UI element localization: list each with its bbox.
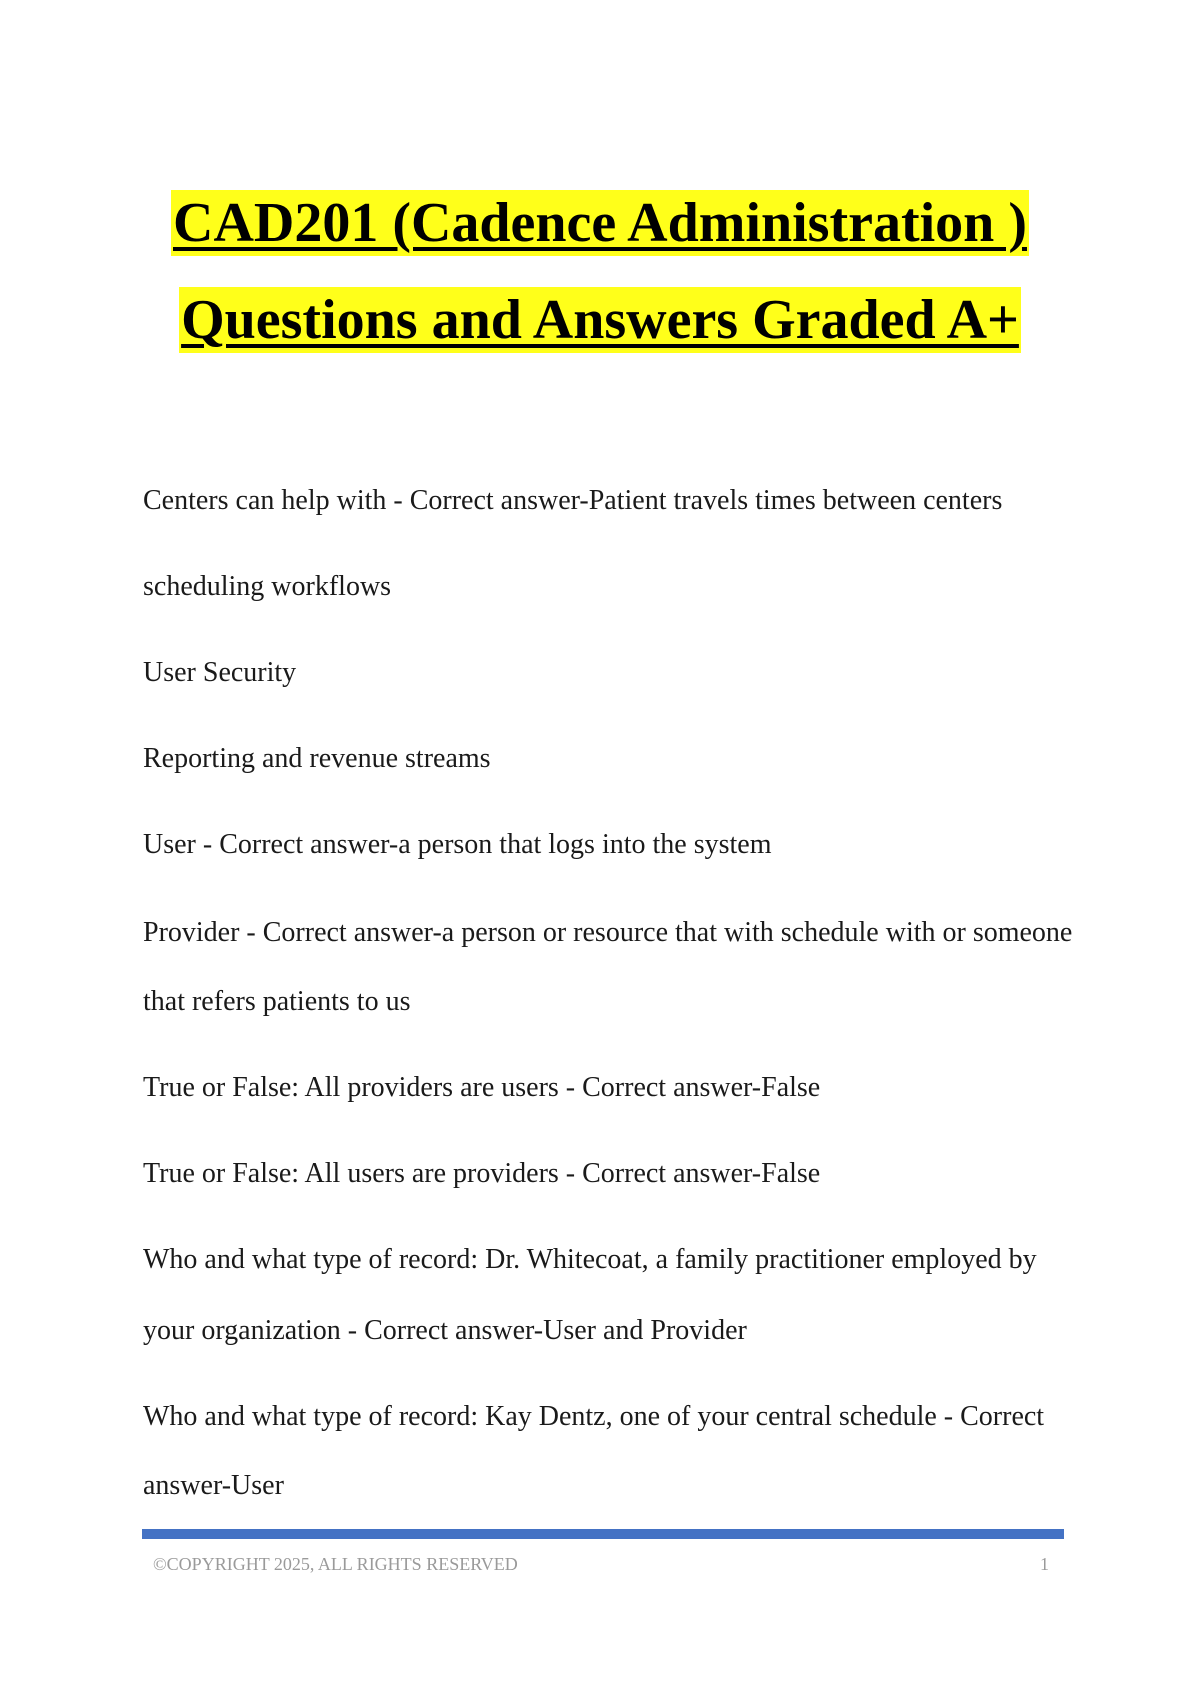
- body-line: Centers can help with - Correct answer-Patient travels times between centers: [143, 485, 1003, 516]
- document-title: [0, 190, 1200, 384]
- title-line-2: Questions and Answers Graded A+: [181, 289, 1019, 351]
- body-line: True or False: All users are providers - Correct answer-False: [143, 1158, 821, 1189]
- body-line: User Security: [143, 657, 297, 688]
- title-line-1: CAD201 (Cadence Administration ): [173, 192, 1027, 254]
- body-line: Reporting and revenue streams: [143, 743, 491, 774]
- body-line: your organization - Correct answer-User and Provider: [143, 1315, 747, 1346]
- body-line: True or False: All providers are users - Correct answer-False: [143, 1072, 821, 1103]
- footer-copyright: ©COPYRIGHT 2025, ALL RIGHTS RESERVED: [153, 1554, 518, 1574]
- body-line: Who and what type of record: Dr. Whitecoat, a family practitioner employed by: [143, 1244, 1037, 1275]
- body-line: Who and what type of record: Kay Dentz, one of your central schedule - Correct: [143, 1401, 1045, 1432]
- body-line: scheduling workflows: [143, 571, 392, 602]
- body-line: User - Correct answer-a person that logs into the system: [143, 829, 772, 860]
- page-number: 1: [1040, 1554, 1049, 1574]
- body-line: that refers patients to us: [143, 986, 411, 1017]
- body-line: Provider - Correct answer-a person or resource that with schedule with or someone: [143, 917, 1073, 948]
- footer-divider: [142, 1529, 1064, 1539]
- body-line: answer-User: [143, 1470, 284, 1501]
